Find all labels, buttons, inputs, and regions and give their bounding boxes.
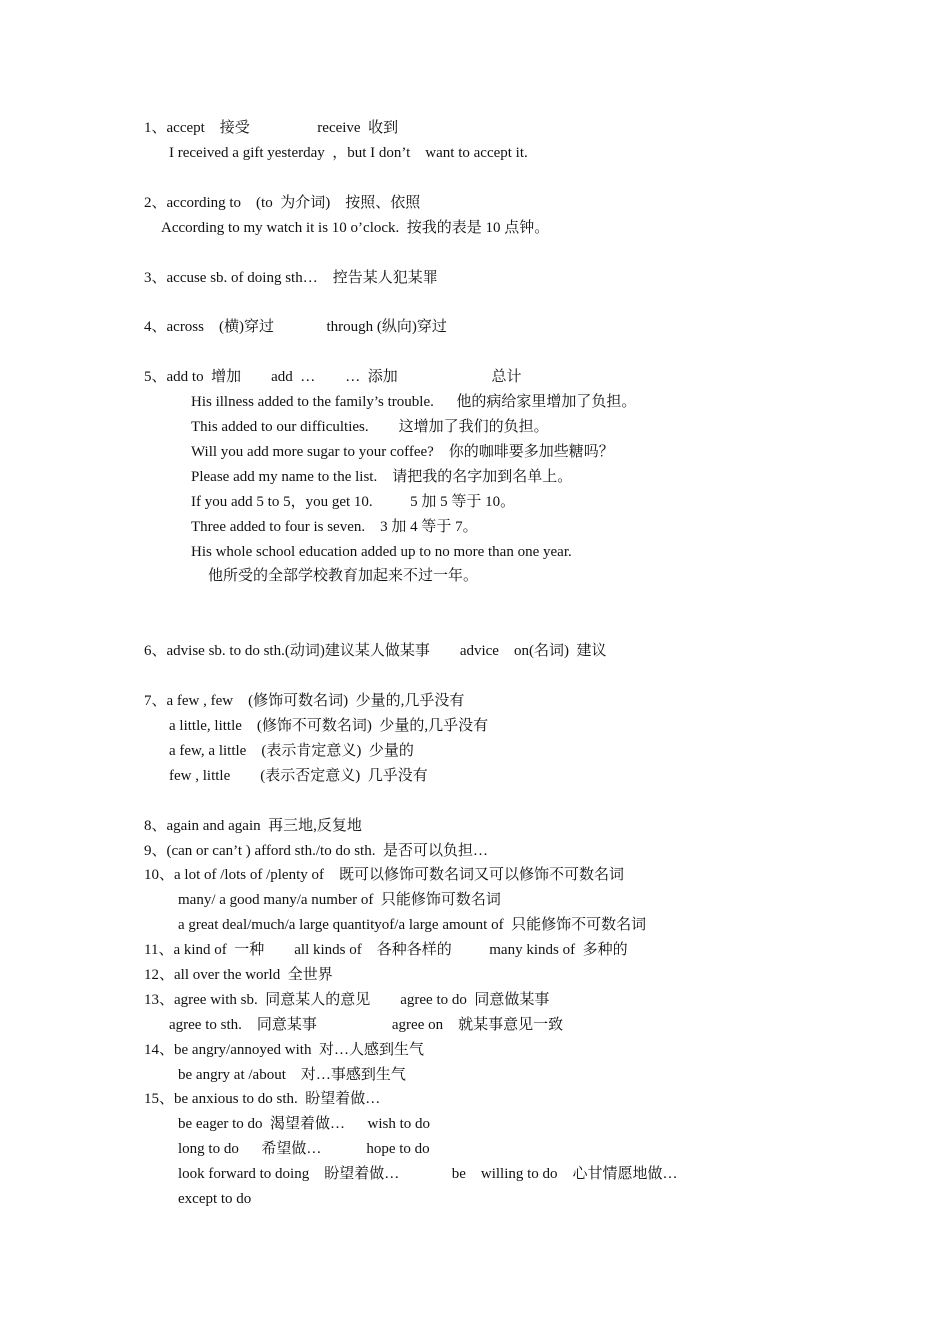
entry-14-be-angry-at: be angry at /about 对…事感到生气 bbox=[178, 1067, 406, 1083]
entry-1-example: I received a gift yesterday ，but I don’t want to accept it. bbox=[169, 145, 528, 161]
entry-5-example-2: This added to our difficulties. 这增加了我们的负担。 bbox=[191, 419, 549, 435]
entry-2-example: According to my watch it is 10 o’clock. 按我的表是 10 点钟。 bbox=[161, 220, 550, 236]
entry-7-a-little: a little, little (修饰不可数名词) 少量的,几乎没有 bbox=[169, 718, 489, 734]
entry-5-example-7: His whole school education added up to no more than one year. bbox=[191, 544, 572, 560]
entry-15-except-to-do: except to do bbox=[178, 1191, 252, 1207]
entry-2-according-to: 2、according to (to 为介词) 按照、依照 bbox=[144, 195, 421, 211]
entry-15-be-eager: be eager to do 渴望着做… wish to do bbox=[178, 1116, 431, 1132]
entry-13-agree-to: agree to sth. 同意某事 agree on 就某事意见一致 bbox=[169, 1017, 564, 1033]
entry-5-add-to: 5、add to 增加 add … … 添加 总计 bbox=[144, 369, 522, 385]
entry-15-look-forward: look forward to doing 盼望着做… be willing to do 心甘情愿地做… bbox=[178, 1166, 678, 1182]
entry-7-negative: few , little (表示否定意义) 几乎没有 bbox=[169, 768, 428, 784]
entry-14-be-angry-with: 14、be angry/annoyed with 对…人感到生气 bbox=[144, 1042, 424, 1058]
entry-4-across: 4、across (横)穿过 through (纵向)穿过 bbox=[144, 319, 447, 335]
entry-5-example-7-translation: 他所受的全部学校教育加起来不过一年。 bbox=[208, 568, 479, 584]
entry-15-be-anxious: 15、be anxious to do sth. 盼望着做… bbox=[144, 1091, 381, 1107]
entry-1-accept: 1、accept 接受 receive 收到 bbox=[144, 120, 399, 136]
entry-6-advise: 6、advise sb. to do sth.(动词)建议某人做某事 advice on(名词) 建议 bbox=[144, 643, 607, 659]
entry-15-long-to-do: long to do 希望做… hope to do bbox=[178, 1141, 430, 1157]
entry-8-again-and-again: 8、again and again 再三地,反复地 bbox=[144, 818, 362, 834]
entry-5-example-1: His illness added to the family’s trouble. 他的病给家里增加了负担。 bbox=[191, 394, 637, 410]
entry-9-afford: 9、(can or can’t ) afford sth./to do sth. 是否可以负担… bbox=[144, 843, 488, 859]
entry-5-example-6: Three added to four is seven. 3 加 4 等于 7。 bbox=[191, 519, 478, 535]
entry-7-positive: a few, a little (表示肯定意义) 少量的 bbox=[169, 743, 414, 759]
entry-10-many: many/ a good many/a number of 只能修饰可数名词 bbox=[178, 892, 501, 908]
entry-7-a-few: 7、a few , few (修饰可数名词) 少量的,几乎没有 bbox=[144, 693, 465, 709]
entry-5-example-5: If you add 5 to 5，you get 10. 5 加 5 等于 10。 bbox=[191, 494, 516, 510]
entry-10-a-great-deal: a great deal/much/a large quantityof/a large amount of 只能修饰不可数名词 bbox=[178, 917, 647, 933]
entry-5-example-3: Will you add more sugar to your coffee? 你的咖啡要多加些糖吗？ bbox=[191, 444, 614, 460]
entry-3-accuse: 3、accuse sb. of doing sth… 控告某人犯某罪 bbox=[144, 270, 438, 286]
entry-12-all-over-the-world: 12、all over the world 全世界 bbox=[144, 967, 333, 983]
entry-5-example-4: Please add my name to the list. 请把我的名字加到名单上。 bbox=[191, 469, 573, 485]
entry-13-agree-with: 13、agree with sb. 同意某人的意见 agree to do 同意做某事 bbox=[144, 992, 550, 1008]
entry-10-a-lot-of: 10、a lot of /lots of /plenty of 既可以修饰可数名词又可以修饰不可数名词 bbox=[144, 867, 624, 883]
entry-11-a-kind-of: 11、a kind of 一种 all kinds of 各种各样的 many kinds of 多种的 bbox=[144, 942, 628, 958]
